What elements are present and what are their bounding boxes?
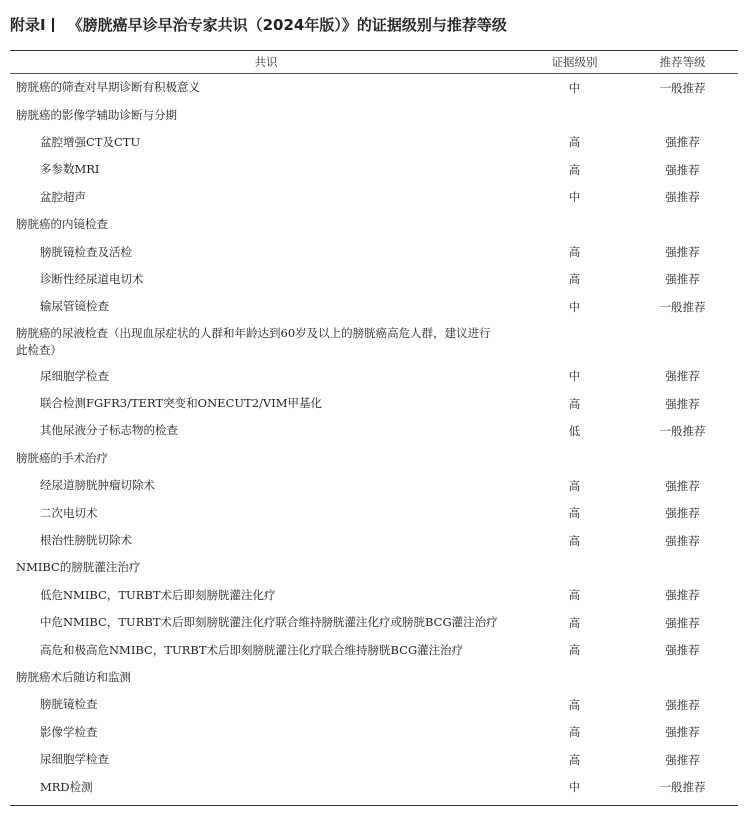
consensus-cell: 膀胱癌术后随访和监测: [16, 670, 131, 684]
evidence-level-cell: 高: [568, 478, 581, 493]
table-row: [10, 238, 738, 265]
consensus-cell: 经尿道膀胱肿瘤切除术: [40, 478, 155, 493]
section-row: [10, 554, 738, 581]
consensus-cell: 输尿管镜检查: [40, 299, 109, 314]
table-row: [10, 129, 738, 156]
consensus-cell: 尿细胞学检查: [40, 368, 109, 383]
consensus-cell: 联合检测FGFR3/TERT突变和ONECUT2/VIM甲基化: [40, 396, 323, 411]
consensus-table: [10, 50, 738, 806]
recommendation-cell: 强推荐: [665, 396, 700, 411]
consensus-cell: 低危NMIBC，TURBT术后即刻膀胱灌注化疗: [40, 587, 276, 602]
consensus-cell: MRD检测: [40, 779, 93, 794]
evidence-level-cell: 中: [568, 190, 581, 205]
table-row: [10, 719, 738, 746]
recommendation-cell: 一般推荐: [659, 780, 706, 795]
evidence-level-cell: 高: [568, 506, 581, 521]
section-row: [10, 74, 738, 101]
recommendation-cell: 强推荐: [665, 245, 700, 260]
section-row: [10, 321, 738, 363]
consensus-cell: 膀胱癌的尿液检查（出现血尿症状的人群和年龄达到60岁及以上的膀胱癌高危人群，建议进行此检查）: [16, 325, 491, 357]
recommendation-cell: 强推荐: [665, 190, 700, 205]
table-row: [10, 156, 738, 183]
recommendation-cell: 强推荐: [665, 615, 700, 630]
table-row: [10, 472, 738, 499]
evidence-level-cell: 中: [568, 80, 581, 95]
consensus-cell: 中危NMIBC，TURBT术后即刻膀胱灌注化疗联合维持膀胱灌注化疗或膀胱BCG灌注治疗: [40, 615, 498, 630]
document-title: [10, 14, 507, 35]
recommendation-cell: 强推荐: [665, 506, 700, 521]
evidence-level-cell: 高: [568, 533, 581, 548]
recommendation-cell: 强推荐: [665, 478, 700, 493]
consensus-cell: 盆腔超声: [40, 189, 86, 204]
consensus-cell: 盆腔增强CT及CTU: [40, 134, 141, 149]
table-header-row: [10, 51, 738, 73]
table-row: [10, 417, 738, 444]
evidence-level-cell: 高: [568, 396, 581, 411]
table-row: [10, 691, 738, 718]
table-row: [10, 499, 738, 526]
consensus-cell: NMIBC的膀胱灌注治疗: [16, 560, 141, 575]
evidence-level-cell: 高: [568, 643, 581, 658]
table-row: [10, 746, 738, 773]
evidence-level-cell: 高: [568, 752, 581, 767]
consensus-cell: 膀胱癌的筛查对早期诊断有积极意义: [16, 80, 200, 95]
title-text: 《膀胱癌早诊早治专家共识（2024年版）》的证据级别与推荐等级: [67, 16, 507, 34]
consensus-cell: 膀胱镜检查及活检: [40, 244, 132, 259]
consensus-cell: 其他尿液分子标志物的检查: [40, 423, 178, 438]
evidence-level-cell: 高: [568, 272, 581, 287]
evidence-level-cell: 高: [568, 697, 581, 712]
section-row: [10, 101, 738, 128]
table-row: [10, 636, 738, 663]
consensus-cell: 诊断性经尿道电切术: [40, 271, 144, 286]
table-row: [10, 266, 738, 293]
evidence-level-cell: 低: [568, 423, 581, 438]
section-row: [10, 211, 738, 238]
consensus-cell: 影像学检查: [40, 724, 98, 739]
section-row: [10, 445, 738, 472]
recommendation-cell: 强推荐: [665, 697, 700, 712]
table-row: [10, 363, 738, 390]
evidence-level-cell: 高: [568, 725, 581, 740]
table-row: [10, 582, 738, 609]
consensus-cell: 膀胱癌的影像学辅助诊断与分期: [16, 107, 177, 122]
recommendation-cell: 一般推荐: [659, 299, 706, 314]
appendix-label: 附录Ⅰ: [10, 16, 46, 34]
consensus-cell: 高危和极高危NMIBC，TURBT术后即刻膀胱灌注化疗联合维持膀胱BCG灌注治疗: [40, 642, 464, 657]
table-row: [10, 609, 738, 636]
consensus-cell: 多参数MRI: [40, 162, 100, 177]
evidence-level-cell: 中: [568, 780, 581, 795]
evidence-level-cell: 中: [568, 299, 581, 314]
header-recommendation: 推荐等级: [659, 55, 706, 69]
evidence-level-cell: 高: [568, 588, 581, 603]
evidence-level-cell: 高: [568, 615, 581, 630]
consensus-cell: 根治性膀胱切除术: [40, 533, 132, 548]
header-evidence-level: 证据级别: [551, 55, 598, 69]
recommendation-cell: 强推荐: [665, 369, 700, 384]
recommendation-cell: 强推荐: [665, 272, 700, 287]
table-row: [10, 184, 738, 211]
table-body: [10, 74, 738, 801]
section-row: [10, 664, 738, 691]
evidence-level-cell: 高: [568, 162, 581, 177]
table-row: [10, 293, 738, 320]
consensus-cell: 膀胱癌的内镜检查: [16, 217, 108, 232]
recommendation-cell: 强推荐: [665, 725, 700, 740]
recommendation-cell: 强推荐: [665, 533, 700, 548]
recommendation-cell: 强推荐: [665, 162, 700, 177]
header-consensus: 共识: [254, 55, 278, 69]
recommendation-cell: 强推荐: [665, 752, 700, 767]
table-bottom-rule: [10, 805, 738, 806]
recommendation-cell: 强推荐: [665, 588, 700, 603]
table-row: [10, 390, 738, 417]
title-separator: [52, 18, 54, 32]
consensus-cell: 尿细胞学检查: [40, 752, 109, 767]
recommendation-cell: 强推荐: [665, 135, 700, 150]
recommendation-cell: 一般推荐: [659, 80, 706, 95]
evidence-level-cell: 高: [568, 245, 581, 260]
evidence-level-cell: 中: [568, 369, 581, 384]
consensus-cell: 二次电切术: [40, 505, 98, 520]
consensus-cell: 膀胱癌的手术治疗: [16, 450, 108, 465]
evidence-level-cell: 高: [568, 135, 581, 150]
table-row: [10, 527, 738, 554]
recommendation-cell: 一般推荐: [659, 423, 706, 438]
table-row: [10, 773, 738, 800]
consensus-cell: 膀胱镜检查: [40, 697, 98, 712]
recommendation-cell: 强推荐: [665, 643, 700, 658]
